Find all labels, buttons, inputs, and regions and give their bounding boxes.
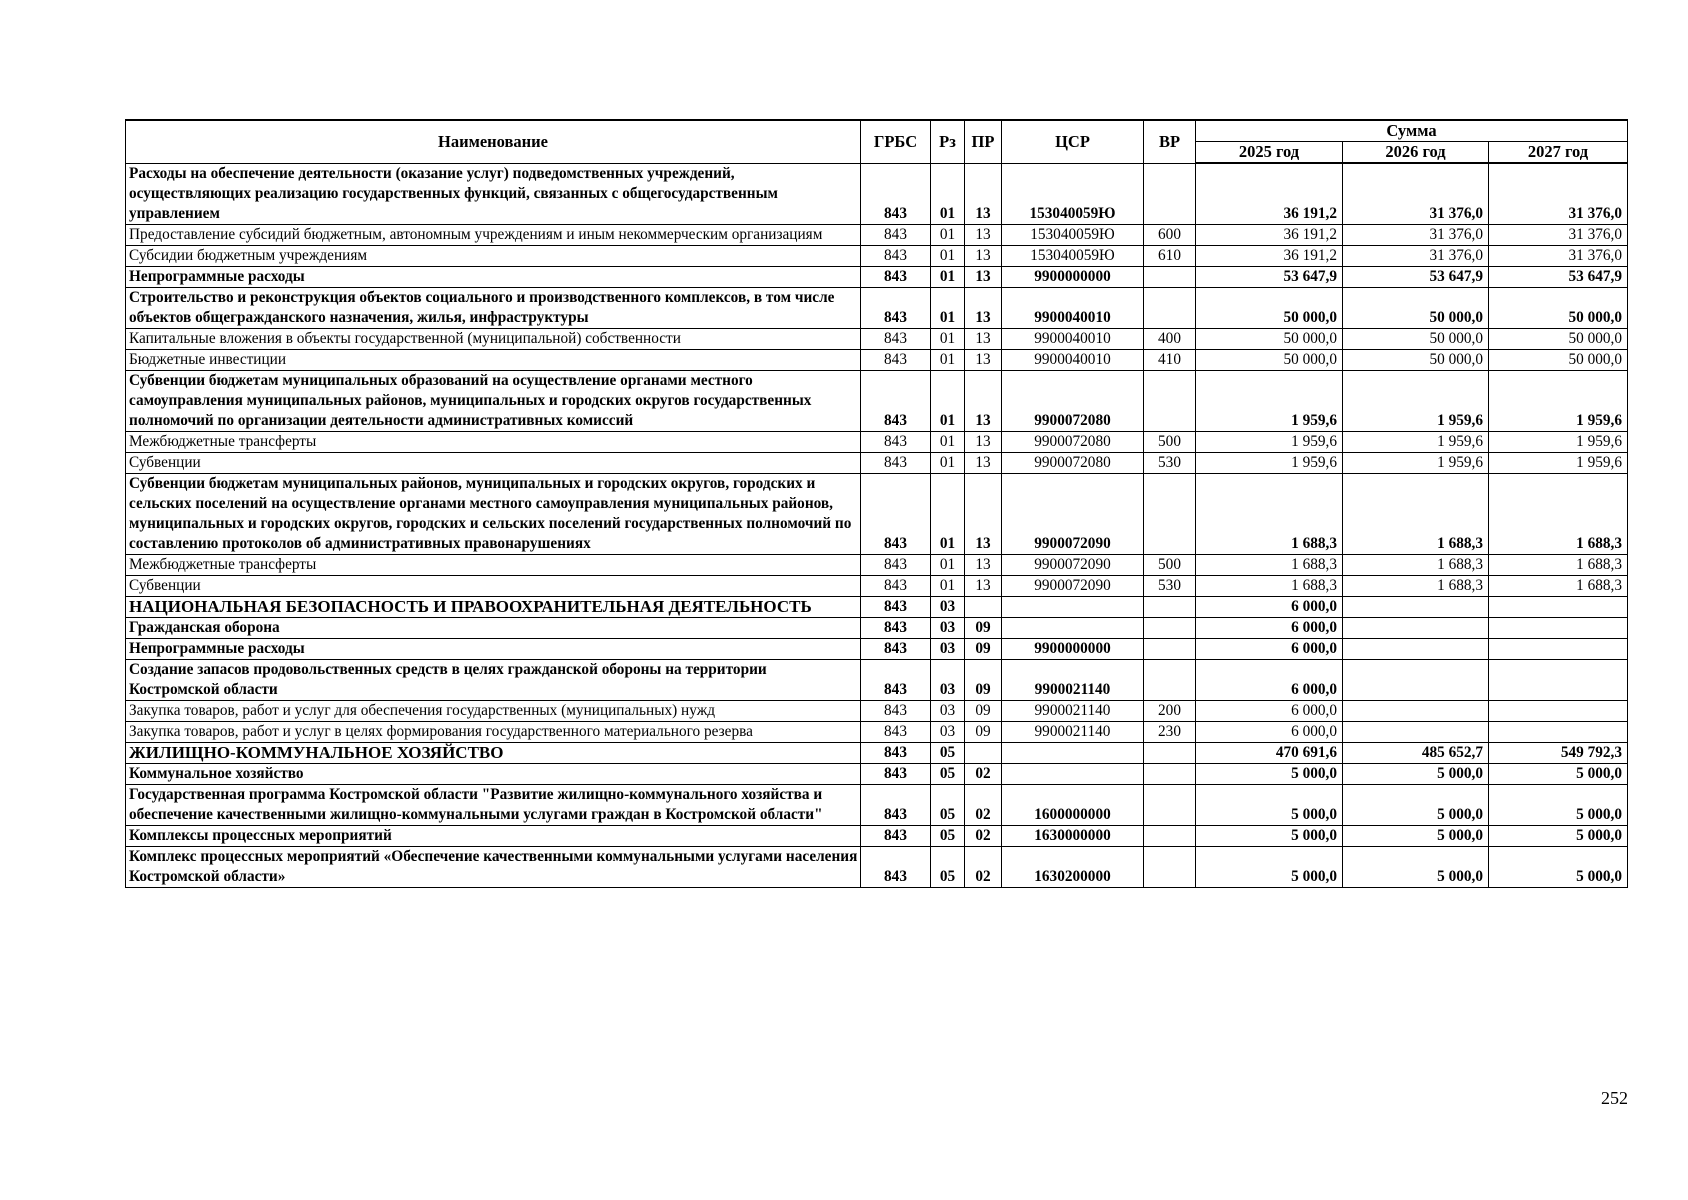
row-grbs-cell: 843 (861, 784, 931, 825)
row-grbs-cell: 843 (861, 700, 931, 721)
row-name-cell: Непрограммные расходы (126, 266, 861, 287)
row-name-cell: Субвенции (126, 452, 861, 473)
row-2025-amount: 50 000,0 (1196, 287, 1343, 328)
row-csr-cell: 153040059Ю (1002, 163, 1144, 224)
row-csr-cell: 9900072080 (1002, 452, 1144, 473)
header-csr: ЦСР (1002, 120, 1144, 163)
table-row (126, 554, 1628, 575)
row-pr-cell: 13 (965, 452, 1002, 473)
row-vr-cell: 600 (1144, 224, 1196, 245)
row-2026-amount (1343, 700, 1489, 721)
table-row (126, 638, 1628, 659)
row-vr-cell (1144, 163, 1196, 224)
row-pr-cell: 09 (965, 721, 1002, 742)
row-csr-cell: 9900072090 (1002, 473, 1144, 554)
row-name-cell: Комплексы процессных мероприятий (126, 825, 861, 846)
row-2025-amount: 1 959,6 (1196, 370, 1343, 431)
row-name-cell: НАЦИОНАЛЬНАЯ БЕЗОПАСНОСТЬ И ПРАВООХРАНИТЕЛЬНАЯ ДЕЯТЕЛЬНОСТЬ (126, 596, 861, 617)
row-grbs-cell: 843 (861, 575, 931, 596)
row-2026-amount (1343, 617, 1489, 638)
row-csr-cell: 1630200000 (1002, 846, 1144, 887)
row-2027-amount: 5 000,0 (1489, 825, 1628, 846)
row-vr-cell (1144, 617, 1196, 638)
row-2025-amount: 6 000,0 (1196, 617, 1343, 638)
row-2025-amount: 36 191,2 (1196, 224, 1343, 245)
header-pr: ПР (965, 120, 1002, 163)
row-csr-cell: 9900000000 (1002, 266, 1144, 287)
row-2027-amount (1489, 617, 1628, 638)
row-2026-amount: 31 376,0 (1343, 245, 1489, 266)
row-csr-cell: 9900072080 (1002, 431, 1144, 452)
row-pr-cell: 13 (965, 473, 1002, 554)
row-pr-cell: 13 (965, 328, 1002, 349)
row-2027-amount (1489, 596, 1628, 617)
row-pr-cell: 13 (965, 163, 1002, 224)
row-csr-cell: 9900021140 (1002, 659, 1144, 700)
page-number: 252 (1601, 1088, 1628, 1108)
row-vr-cell (1144, 638, 1196, 659)
row-csr-cell: 1600000000 (1002, 784, 1144, 825)
row-grbs-cell: 843 (861, 452, 931, 473)
row-pr-cell: 13 (965, 554, 1002, 575)
row-2027-amount: 31 376,0 (1489, 224, 1628, 245)
row-csr-cell: 9900072090 (1002, 575, 1144, 596)
row-2027-amount: 549 792,3 (1489, 742, 1628, 763)
row-2025-amount: 1 959,6 (1196, 452, 1343, 473)
row-2026-amount: 50 000,0 (1343, 349, 1489, 370)
row-pr-cell: 13 (965, 370, 1002, 431)
row-2026-amount: 1 688,3 (1343, 575, 1489, 596)
row-rz-cell: 01 (931, 431, 965, 452)
row-pr-cell: 13 (965, 287, 1002, 328)
row-csr-cell: 9900072080 (1002, 370, 1144, 431)
table-row (126, 700, 1628, 721)
row-vr-cell: 230 (1144, 721, 1196, 742)
table-row (126, 825, 1628, 846)
row-rz-cell: 03 (931, 638, 965, 659)
table-row (126, 784, 1628, 825)
row-grbs-cell: 843 (861, 721, 931, 742)
row-vr-cell (1144, 596, 1196, 617)
row-2027-amount: 1 959,6 (1489, 431, 1628, 452)
row-2025-amount: 6 000,0 (1196, 721, 1343, 742)
row-name-cell: Строительство и реконструкция объектов социального и производственного комплексов, в том числе объектов общегражданского назначения, жилья, инфраструктуры (126, 287, 861, 328)
row-2027-amount: 5 000,0 (1489, 846, 1628, 887)
row-name-cell: Государственная программа Костромской области "Развитие жилищно-коммунального хозяйства и обеспечение качественными жилищно-коммунальными услугами граждан в Костромской области" (126, 784, 861, 825)
table-row (126, 721, 1628, 742)
row-rz-cell: 01 (931, 328, 965, 349)
row-csr-cell: 9900000000 (1002, 638, 1144, 659)
table-row (126, 473, 1628, 554)
row-csr-cell: 9900021140 (1002, 700, 1144, 721)
row-pr-cell: 02 (965, 763, 1002, 784)
row-vr-cell (1144, 287, 1196, 328)
row-name-cell: Субвенции (126, 575, 861, 596)
row-2025-amount: 5 000,0 (1196, 825, 1343, 846)
row-name-cell: Капитальные вложения в объекты государственной (муниципальной) собственности (126, 328, 861, 349)
row-vr-cell: 200 (1144, 700, 1196, 721)
row-2026-amount: 31 376,0 (1343, 224, 1489, 245)
row-name-cell: Закупка товаров, работ и услуг в целях формирования государственного материального резерва (126, 721, 861, 742)
row-rz-cell: 01 (931, 349, 965, 370)
row-2026-amount: 1 688,3 (1343, 554, 1489, 575)
row-2027-amount: 53 647,9 (1489, 266, 1628, 287)
row-name-cell: Комплекс процессных мероприятий «Обеспечение качественными коммунальными услугами населения Костромской области» (126, 846, 861, 887)
header-year-2026: 2026 год (1343, 142, 1489, 164)
row-2026-amount: 50 000,0 (1343, 287, 1489, 328)
row-name-cell: Коммунальное хозяйство (126, 763, 861, 784)
row-vr-cell: 410 (1144, 349, 1196, 370)
row-vr-cell (1144, 742, 1196, 763)
row-vr-cell: 400 (1144, 328, 1196, 349)
table-row (126, 245, 1628, 266)
row-rz-cell: 05 (931, 742, 965, 763)
row-csr-cell (1002, 617, 1144, 638)
table-row (126, 575, 1628, 596)
row-pr-cell: 13 (965, 431, 1002, 452)
row-grbs-cell: 843 (861, 370, 931, 431)
row-2025-amount: 53 647,9 (1196, 266, 1343, 287)
row-2025-amount: 50 000,0 (1196, 328, 1343, 349)
row-2026-amount: 1 688,3 (1343, 473, 1489, 554)
row-2025-amount: 1 959,6 (1196, 431, 1343, 452)
row-vr-cell (1144, 846, 1196, 887)
row-pr-cell (965, 742, 1002, 763)
row-pr-cell: 02 (965, 784, 1002, 825)
row-grbs-cell: 843 (861, 473, 931, 554)
row-2026-amount: 485 652,7 (1343, 742, 1489, 763)
row-2027-amount (1489, 721, 1628, 742)
row-rz-cell: 05 (931, 825, 965, 846)
row-2026-amount: 1 959,6 (1343, 431, 1489, 452)
row-2027-amount: 1 688,3 (1489, 554, 1628, 575)
row-rz-cell: 03 (931, 617, 965, 638)
row-pr-cell: 09 (965, 659, 1002, 700)
row-vr-cell (1144, 763, 1196, 784)
table-row (126, 846, 1628, 887)
row-csr-cell: 9900072090 (1002, 554, 1144, 575)
row-name-cell: Создание запасов продовольственных средств в целях гражданской обороны на территории Костромской области (126, 659, 861, 700)
row-pr-cell: 13 (965, 575, 1002, 596)
table-row (126, 763, 1628, 784)
row-2025-amount: 5 000,0 (1196, 846, 1343, 887)
row-rz-cell: 01 (931, 266, 965, 287)
row-2025-amount: 6 000,0 (1196, 659, 1343, 700)
table-row (126, 287, 1628, 328)
row-vr-cell (1144, 825, 1196, 846)
row-name-cell: Непрограммные расходы (126, 638, 861, 659)
row-2026-amount: 5 000,0 (1343, 763, 1489, 784)
row-2027-amount: 1 959,6 (1489, 452, 1628, 473)
row-pr-cell: 13 (965, 224, 1002, 245)
row-rz-cell: 05 (931, 763, 965, 784)
row-csr-cell (1002, 763, 1144, 784)
row-2026-amount: 50 000,0 (1343, 328, 1489, 349)
row-2026-amount (1343, 659, 1489, 700)
row-csr-cell (1002, 596, 1144, 617)
row-rz-cell: 03 (931, 721, 965, 742)
table-row (126, 349, 1628, 370)
row-vr-cell (1144, 266, 1196, 287)
row-2025-amount: 1 688,3 (1196, 575, 1343, 596)
table-row (126, 452, 1628, 473)
row-pr-cell: 02 (965, 846, 1002, 887)
row-csr-cell: 153040059Ю (1002, 245, 1144, 266)
row-2025-amount: 36 191,2 (1196, 163, 1343, 224)
row-2027-amount: 50 000,0 (1489, 349, 1628, 370)
table-row (126, 266, 1628, 287)
row-grbs-cell: 843 (861, 742, 931, 763)
row-2027-amount: 5 000,0 (1489, 763, 1628, 784)
row-2025-amount: 5 000,0 (1196, 784, 1343, 825)
row-vr-cell: 530 (1144, 452, 1196, 473)
row-grbs-cell: 843 (861, 287, 931, 328)
table-row (126, 742, 1628, 763)
row-2027-amount: 50 000,0 (1489, 287, 1628, 328)
header-grbs: ГРБС (861, 120, 931, 163)
row-pr-cell: 09 (965, 700, 1002, 721)
table-body (126, 163, 1628, 887)
row-csr-cell (1002, 742, 1144, 763)
row-name-cell: Межбюджетные трансферты (126, 554, 861, 575)
row-name-cell: Предоставление субсидий бюджетным, автономным учреждениям и иным некоммерческим организациям (126, 224, 861, 245)
row-2027-amount (1489, 700, 1628, 721)
row-2027-amount: 31 376,0 (1489, 245, 1628, 266)
row-pr-cell: 13 (965, 349, 1002, 370)
row-2025-amount: 5 000,0 (1196, 763, 1343, 784)
row-grbs-cell: 843 (861, 431, 931, 452)
row-csr-cell: 9900040010 (1002, 328, 1144, 349)
row-vr-cell: 500 (1144, 431, 1196, 452)
row-rz-cell: 01 (931, 554, 965, 575)
row-grbs-cell: 843 (861, 328, 931, 349)
row-2027-amount (1489, 638, 1628, 659)
row-2026-amount (1343, 721, 1489, 742)
row-2025-amount: 1 688,3 (1196, 473, 1343, 554)
row-2026-amount (1343, 638, 1489, 659)
row-grbs-cell: 843 (861, 554, 931, 575)
row-grbs-cell: 843 (861, 224, 931, 245)
row-name-cell: Субвенции бюджетам муниципальных образований на осуществление органами местного самоуправления муниципальных районов, муниципальных и городских округов государственных полномочий по организации деятельности административных комиссий (126, 370, 861, 431)
row-name-cell: Закупка товаров, работ и услуг для обеспечения государственных (муниципальных) нужд (126, 700, 861, 721)
row-2027-amount: 50 000,0 (1489, 328, 1628, 349)
row-rz-cell: 01 (931, 452, 965, 473)
row-name-cell: Субвенции бюджетам муниципальных районов, муниципальных и городских округов, городских и сельских поселений на осуществление органами местного самоуправления муниципальных районов, муниципальных и городских округов, городских и сельских поселений государственных полномочий по составлению протоколов об административных правонарушениях (126, 473, 861, 554)
table-row (126, 596, 1628, 617)
table-row (126, 224, 1628, 245)
table-row (126, 163, 1628, 224)
row-vr-cell (1144, 659, 1196, 700)
row-rz-cell: 03 (931, 659, 965, 700)
row-2027-amount: 1 959,6 (1489, 370, 1628, 431)
row-2027-amount: 1 688,3 (1489, 575, 1628, 596)
row-rz-cell: 03 (931, 700, 965, 721)
row-csr-cell: 9900040010 (1002, 349, 1144, 370)
row-grbs-cell: 843 (861, 846, 931, 887)
row-name-cell: Межбюджетные трансферты (126, 431, 861, 452)
row-vr-cell: 500 (1144, 554, 1196, 575)
row-rz-cell: 01 (931, 473, 965, 554)
row-grbs-cell: 843 (861, 763, 931, 784)
row-grbs-cell: 843 (861, 163, 931, 224)
row-rz-cell: 05 (931, 784, 965, 825)
row-pr-cell: 13 (965, 266, 1002, 287)
row-2025-amount: 6 000,0 (1196, 700, 1343, 721)
row-pr-cell: 09 (965, 617, 1002, 638)
row-grbs-cell: 843 (861, 638, 931, 659)
row-rz-cell: 05 (931, 846, 965, 887)
row-csr-cell: 9900040010 (1002, 287, 1144, 328)
row-grbs-cell: 843 (861, 617, 931, 638)
row-2025-amount: 470 691,6 (1196, 742, 1343, 763)
table-row (126, 659, 1628, 700)
row-name-cell: Субсидии бюджетным учреждениям (126, 245, 861, 266)
row-rz-cell: 01 (931, 245, 965, 266)
header-year-2027: 2027 год (1489, 142, 1628, 164)
row-grbs-cell: 843 (861, 596, 931, 617)
row-vr-cell (1144, 473, 1196, 554)
table-row (126, 370, 1628, 431)
table-row (126, 328, 1628, 349)
table-row (126, 431, 1628, 452)
row-csr-cell: 9900021140 (1002, 721, 1144, 742)
row-rz-cell: 01 (931, 224, 965, 245)
row-2026-amount: 53 647,9 (1343, 266, 1489, 287)
row-pr-cell: 02 (965, 825, 1002, 846)
header-vr: ВР (1144, 120, 1196, 163)
row-name-cell: ЖИЛИЩНО-КОММУНАЛЬНОЕ ХОЗЯЙСТВО (126, 742, 861, 763)
row-2026-amount: 5 000,0 (1343, 825, 1489, 846)
budget-table (125, 119, 1628, 888)
row-2025-amount: 50 000,0 (1196, 349, 1343, 370)
row-vr-cell: 610 (1144, 245, 1196, 266)
row-2025-amount: 36 191,2 (1196, 245, 1343, 266)
row-2026-amount: 5 000,0 (1343, 846, 1489, 887)
table-row (126, 617, 1628, 638)
row-grbs-cell: 843 (861, 659, 931, 700)
row-grbs-cell: 843 (861, 266, 931, 287)
row-csr-cell: 1630000000 (1002, 825, 1144, 846)
row-2026-amount: 1 959,6 (1343, 370, 1489, 431)
row-name-cell: Бюджетные инвестиции (126, 349, 861, 370)
row-rz-cell: 01 (931, 370, 965, 431)
row-2025-amount: 6 000,0 (1196, 596, 1343, 617)
row-name-cell: Расходы на обеспечение деятельности (оказание услуг) подведомственных учреждений, осуществляющих реализацию государственных функций, связанных с общегосударственным управлением (126, 163, 861, 224)
row-2027-amount (1489, 659, 1628, 700)
header-sum: Сумма (1196, 120, 1628, 142)
row-2026-amount: 31 376,0 (1343, 163, 1489, 224)
row-pr-cell (965, 596, 1002, 617)
row-rz-cell: 01 (931, 287, 965, 328)
row-name-cell: Гражданская оборона (126, 617, 861, 638)
row-2025-amount: 6 000,0 (1196, 638, 1343, 659)
row-2026-amount: 1 959,6 (1343, 452, 1489, 473)
row-vr-cell: 530 (1144, 575, 1196, 596)
row-csr-cell: 153040059Ю (1002, 224, 1144, 245)
row-2026-amount: 5 000,0 (1343, 784, 1489, 825)
header-name: Наименование (126, 120, 861, 163)
row-2027-amount: 5 000,0 (1489, 784, 1628, 825)
header-year-2025: 2025 год (1196, 142, 1343, 164)
row-grbs-cell: 843 (861, 245, 931, 266)
row-pr-cell: 09 (965, 638, 1002, 659)
row-rz-cell: 01 (931, 163, 965, 224)
row-grbs-cell: 843 (861, 349, 931, 370)
header-rz: Рз (931, 120, 965, 163)
row-grbs-cell: 843 (861, 825, 931, 846)
row-vr-cell (1144, 784, 1196, 825)
row-2027-amount: 1 688,3 (1489, 473, 1628, 554)
row-2025-amount: 1 688,3 (1196, 554, 1343, 575)
row-2026-amount (1343, 596, 1489, 617)
row-vr-cell (1144, 370, 1196, 431)
row-pr-cell: 13 (965, 245, 1002, 266)
row-rz-cell: 03 (931, 596, 965, 617)
row-rz-cell: 01 (931, 575, 965, 596)
row-2027-amount: 31 376,0 (1489, 163, 1628, 224)
